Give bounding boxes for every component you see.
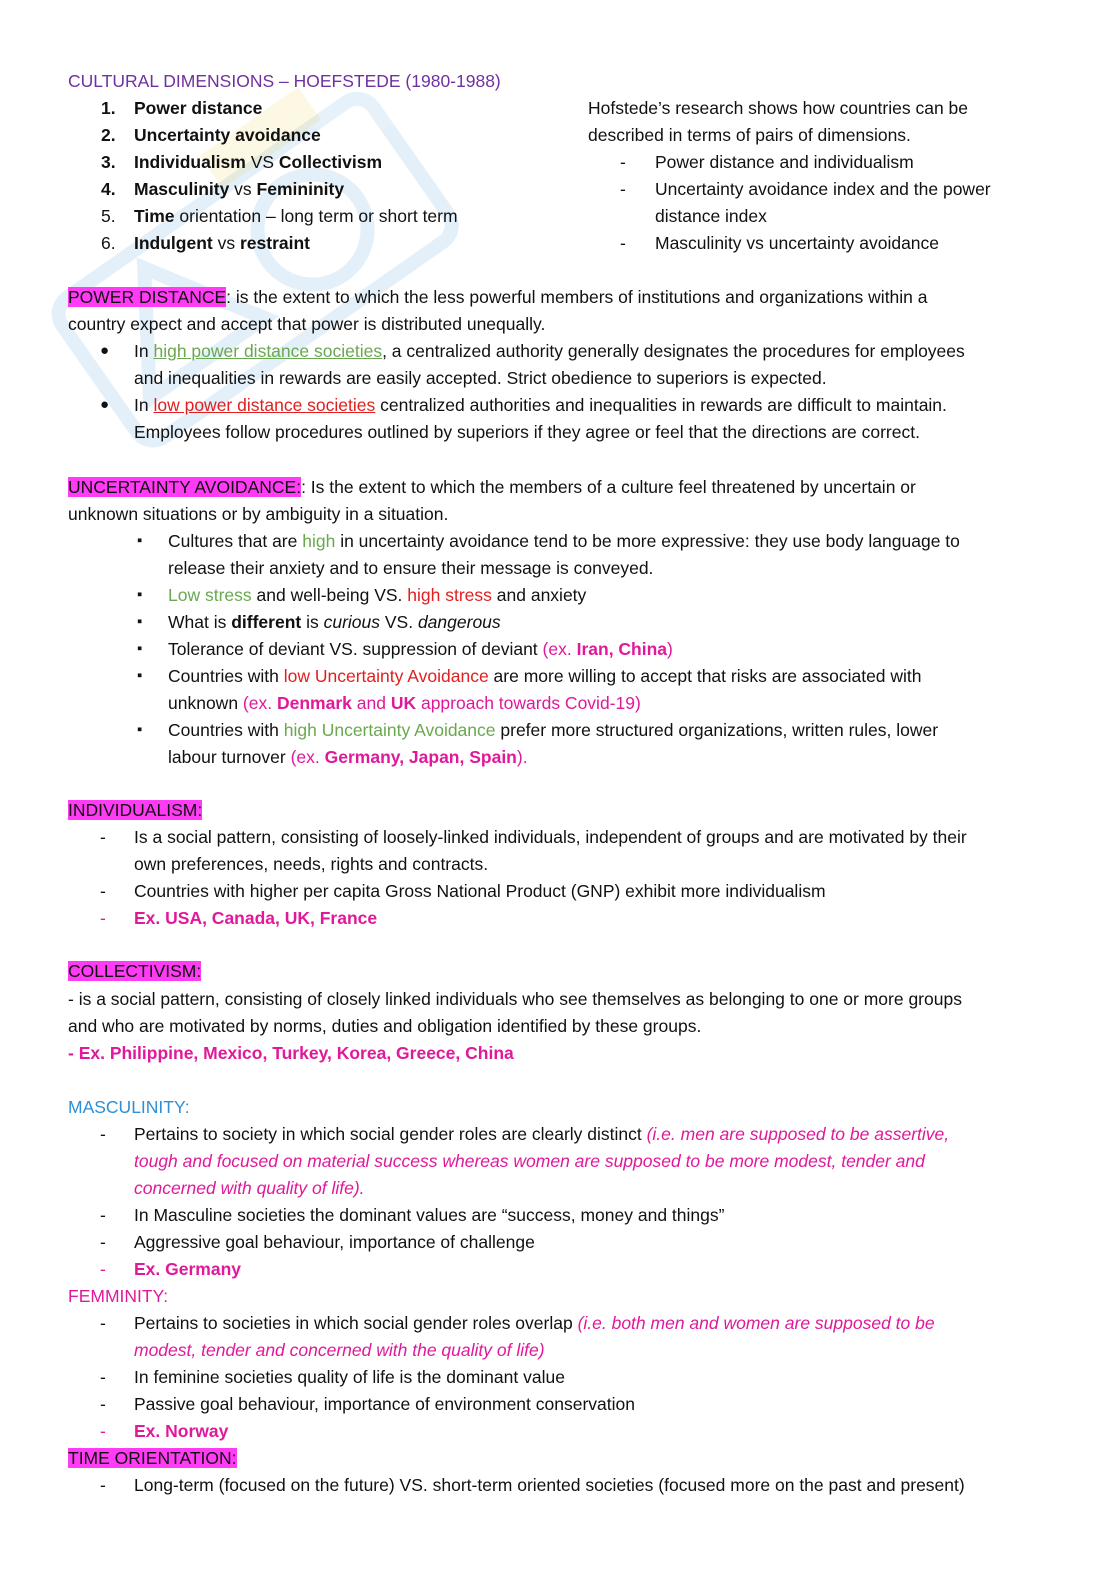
list-number: 1. xyxy=(101,98,116,118)
power-bullet: Employees follow procedures outlined by superiors if they agree or feel that the directions are correct. xyxy=(134,422,920,442)
dash-bullet: - xyxy=(100,1421,106,1441)
dash-bullet: - xyxy=(620,179,626,199)
individualism-item: Is a social pattern, consisting of loosely-linked individuals, independent of groups and are motivated by their xyxy=(134,827,967,847)
square-bullet: ▪ xyxy=(137,613,143,630)
collectivism-example: - Ex. Philippine, Mexico, Turkey, Korea, Greece, China xyxy=(68,1043,514,1063)
dash-bullet: - xyxy=(100,1394,106,1414)
dash-bullet: - xyxy=(100,1313,106,1333)
uncertainty-item: Countries with high Uncertainty Avoidance prefer more structured organizations, written rules, lower xyxy=(168,720,939,740)
uncertainty-definition: unknown situations or by ambiguity in a situation. xyxy=(68,504,449,524)
power-bullet: In low power distance societies centralized authorities and inequalities in rewards are difficult to maintain. xyxy=(134,395,947,415)
uncertainty-item: What is different is curious VS. dangerous xyxy=(168,612,501,632)
list-number: 5. xyxy=(101,206,116,226)
dash-bullet: - xyxy=(100,1475,106,1495)
document-title: CULTURAL DIMENSIONS – HOEFSTEDE (1980-1988) xyxy=(68,71,501,91)
uncertainty-item: Tolerance of deviant VS. suppression of deviant (ex. Iran, China) xyxy=(168,639,673,659)
individualism-example: Ex. USA, Canada, UK, France xyxy=(134,908,378,928)
square-bullet: ▪ xyxy=(137,586,143,603)
dash-bullet: - xyxy=(100,1367,106,1387)
femininity-item: Pertains to societies in which social gender roles overlap (i.e. both men and women are supposed to be xyxy=(134,1313,935,1333)
femininity-item: Passive goal behaviour, importance of environment conservation xyxy=(134,1394,635,1414)
pair-item: Uncertainty avoidance index and the power xyxy=(655,179,991,199)
masculinity-item: concerned with quality of life). xyxy=(134,1178,365,1198)
square-bullet: ▪ xyxy=(137,667,143,684)
section-heading-femininity: FEMMINITY: xyxy=(68,1286,169,1306)
dash-bullet: - xyxy=(620,152,626,172)
dash-bullet: - xyxy=(100,881,106,901)
uncertainty-definition: UNCERTAINTY AVOIDANCE:: Is the extent to which the members of a culture feel threatened by uncertain or xyxy=(68,477,916,497)
dot-bullet: ● xyxy=(100,396,110,413)
uncertainty-item: unknown (ex. Denmark and UK approach towards Covid-19) xyxy=(168,693,641,713)
dash-bullet: - xyxy=(100,1124,106,1144)
uncertainty-item: labour turnover (ex. Germany, Japan, Spain). xyxy=(168,747,528,767)
list-number: 6. xyxy=(101,233,116,253)
dash-bullet: - xyxy=(620,233,626,253)
uncertainty-item: Low stress and well-being VS. high stress and anxiety xyxy=(168,585,587,605)
high-power-distance-link: high power distance societies xyxy=(153,341,383,361)
dimension-item: Time orientation – long term or short term xyxy=(134,206,458,226)
collectivism-text: and who are motivated by norms, duties and obligation identified by these groups. xyxy=(68,1016,702,1036)
power-bullet: In high power distance societies, a centralized authority generally designates the procedures for employees xyxy=(134,341,965,361)
femininity-example: Ex. Norway xyxy=(134,1421,229,1441)
square-bullet: ▪ xyxy=(137,532,143,549)
hofstede-intro: described in terms of pairs of dimensions. xyxy=(588,125,911,145)
dot-bullet: ● xyxy=(100,342,110,359)
low-power-distance-link: low power distance societies xyxy=(153,395,376,415)
masculinity-item: tough and focused on material success whereas women are supposed to be more modest, tender and xyxy=(134,1151,925,1171)
femininity-item: In feminine societies quality of life is the dominant value xyxy=(134,1367,565,1387)
pair-item: Power distance and individualism xyxy=(655,152,914,172)
pair-item: distance index xyxy=(655,206,767,226)
masculinity-example: Ex. Germany xyxy=(134,1259,241,1279)
masculinity-item: Pertains to society in which social gender roles are clearly distinct (i.e. men are supposed to be assertive, xyxy=(134,1124,950,1144)
section-heading-collectivism: COLLECTIVISM: xyxy=(68,961,202,981)
hofstede-intro: Hofstede’s research shows how countries can be xyxy=(588,98,969,118)
dash-bullet: - xyxy=(100,908,106,928)
individualism-item: Countries with higher per capita Gross National Product (GNP) exhibit more individualism xyxy=(134,881,826,901)
section-heading: UNCERTAINTY AVOIDANCE: xyxy=(68,477,302,497)
dimension-item: Indulgent vs restraint xyxy=(134,233,310,253)
dimension-item: Masculinity vs Femininity xyxy=(134,179,345,199)
section-heading: POWER DISTANCE xyxy=(68,287,227,307)
time-item: Long-term (focused on the future) VS. short-term oriented societies (focused more on the past and present) xyxy=(134,1475,965,1495)
power-distance-definition: country expect and accept that power is distributed unequally. xyxy=(68,314,546,334)
pair-item: Masculinity vs uncertainty avoidance xyxy=(655,233,940,253)
square-bullet: ▪ xyxy=(137,640,143,657)
dimension-item: Individualism VS Collectivism xyxy=(134,152,383,172)
masculinity-item: In Masculine societies the dominant values are “success, money and things” xyxy=(134,1205,725,1225)
section-heading-time: TIME ORIENTATION: xyxy=(68,1448,237,1468)
square-bullet: ▪ xyxy=(137,721,143,738)
individualism-item: own preferences, needs, rights and contracts. xyxy=(134,854,489,874)
dash-bullet: - xyxy=(100,827,106,847)
power-distance-definition: POWER DISTANCE: is the extent to which the less powerful members of institutions and organizations within a xyxy=(68,287,928,307)
uncertainty-item: release their anxiety and to ensure their message is conveyed. xyxy=(168,558,654,578)
section-heading-masculinity: MASCULINITY: xyxy=(68,1097,190,1117)
power-bullet: and inequalities in rewards are easily accepted. Strict obedience to superiors is expected. xyxy=(134,368,827,388)
dash-bullet: - xyxy=(100,1232,106,1252)
dash-bullet: - xyxy=(100,1205,106,1225)
section-heading-individualism: INDIVIDUALISM: xyxy=(68,800,203,820)
list-number: 4. xyxy=(101,179,116,199)
masculinity-item: Aggressive goal behaviour, importance of challenge xyxy=(134,1232,535,1252)
list-number: 2. xyxy=(101,125,116,145)
dash-bullet: - xyxy=(100,1259,106,1279)
uncertainty-item: Cultures that are high in uncertainty avoidance tend to be more expressive: they use body language to xyxy=(168,531,960,551)
uncertainty-item: Countries with low Uncertainty Avoidance are more willing to accept that risks are associated with xyxy=(168,666,922,686)
femininity-item: modest, tender and concerned with the quality of life) xyxy=(134,1340,545,1360)
dimension-item: Power distance xyxy=(134,98,263,118)
collectivism-text: - is a social pattern, consisting of closely linked individuals who see themselves as belonging to one or more groups xyxy=(68,989,962,1009)
list-number: 3. xyxy=(101,152,116,172)
dimension-item: Uncertainty avoidance xyxy=(134,125,321,145)
